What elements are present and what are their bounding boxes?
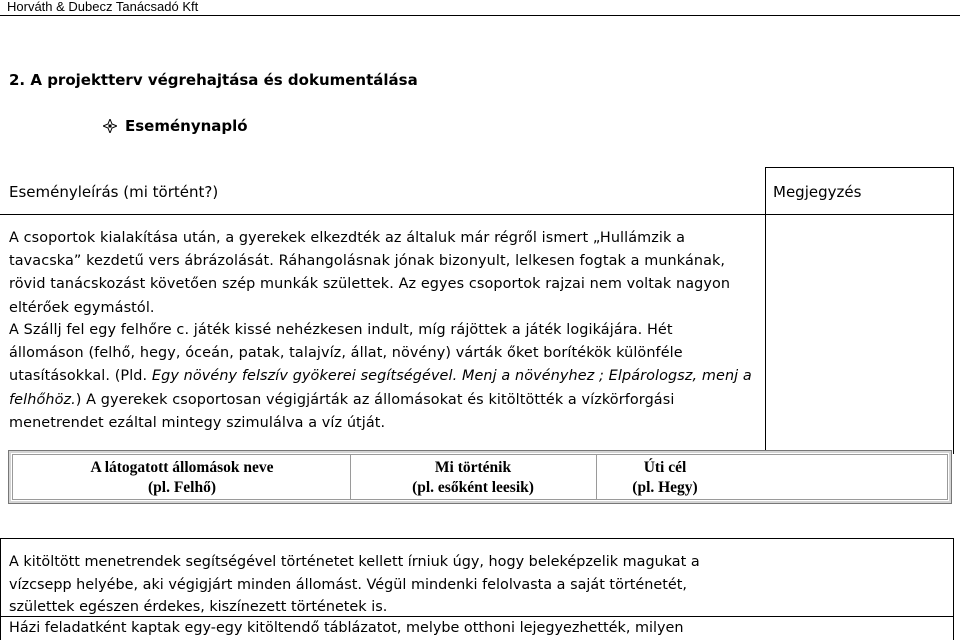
schedule-col-example: (pl. Hegy) [632,479,698,496]
log-entry-2-line [9,389,764,412]
bottom-paragraph [9,551,949,639]
schedule-col-stations [15,458,349,498]
bottom-frame-top [0,538,954,539]
log-entry-2-line: A Szállj fel egy felhőre c. játék kissé nehézkesen indult, míg rájöttek a játék logikájára. Hét [9,322,673,338]
log-entry-2-line: állomáson (felhő, hegy, óceán, patak, talajvíz, állat, növény) várták őket borítékök különféle [9,345,683,362]
log-entry-2 [9,319,764,435]
log-entry-1-line: tavacska” kezdetű vers ábrázolását. Ráhangolásnak jónak bizonyult, lelkesen fogtak a munkának, [9,253,726,270]
diamond-bullet-icon [103,119,117,133]
schedule-table [8,450,952,504]
log-entry-1-line: A csoportok kialakítása után, a gyerekek elkezdték az általuk már régről ismert „Hullámzik a [9,230,686,246]
schedule-col-what-happens [351,458,595,498]
subsection-heading [103,117,248,135]
header-rule [0,15,960,16]
schedule-col-title: Úti cél [643,459,687,476]
log-entry-1-line: rövid tanácskozást követően szép munkák születtek. Az egyes csoportok rajzai nem voltak nagyon [9,276,731,293]
section-title: 2. A projektterv végrehajtása és dokumentálása [9,71,418,89]
log-divider-right [953,167,954,454]
bottom-line: vízcsepp helyébe, aki végigjárt minden állomást. Végül mindenki felolvasta a saját történetét, [9,576,687,593]
schedule-col-example: (pl. Felhő) [147,479,217,496]
schedule-col-destination [597,458,733,498]
log-header-rule [0,214,954,215]
bottom-line: születtek egészen érdekes, kiszínezett történetek is. [9,599,388,615]
log-col-event-header: Eseményleírás (mi történt?) [9,183,219,201]
log-entry-1 [9,227,764,320]
log-entry-1-line: eltérőek egymástól. [9,299,155,316]
schedule-col-title: A látogatott állomások neve [90,459,274,476]
schedule-col-title: Mi történik [434,459,512,476]
text-run: utasításokkal. (Pld. [9,368,152,385]
schedule-col-example: (pl. esőként leesik) [412,479,534,496]
bottom-frame-right [953,538,954,640]
log-entry-2-line [9,365,764,388]
company-header: Horváth & Dubecz Tanácsadó Kft [7,0,199,14]
log-col-note-header: Megjegyzés [773,183,862,201]
log-divider-left [765,167,766,454]
bottom-line: Házi feladatként kaptak egy-egy kitöltendő táblázatot, melybe otthoni lejegyezhették, milyen [9,619,684,636]
subsection-title: Eseménynapló [125,117,248,135]
bottom-line: A kitöltött menetrendek segítségével történetet kellett írniuk úgy, hogy beleképzelik magukat a [9,554,700,570]
italic-example: Egy növény felszív gyökerei segítségével. Menj a növényhez ; Elpárologsz, menj a [151,368,752,385]
log-top-rule [765,167,954,168]
italic-example: felhőhöz. [9,391,76,408]
log-entry-2-line: menetrendet ezáltal mintegy szimulálva a víz útját. [9,414,386,431]
bottom-frame-left [0,538,1,640]
text-run: ) A gyerekek csoportosan végigjárták az állomásokat és kitöltötték a vízkörforgási [75,391,675,408]
